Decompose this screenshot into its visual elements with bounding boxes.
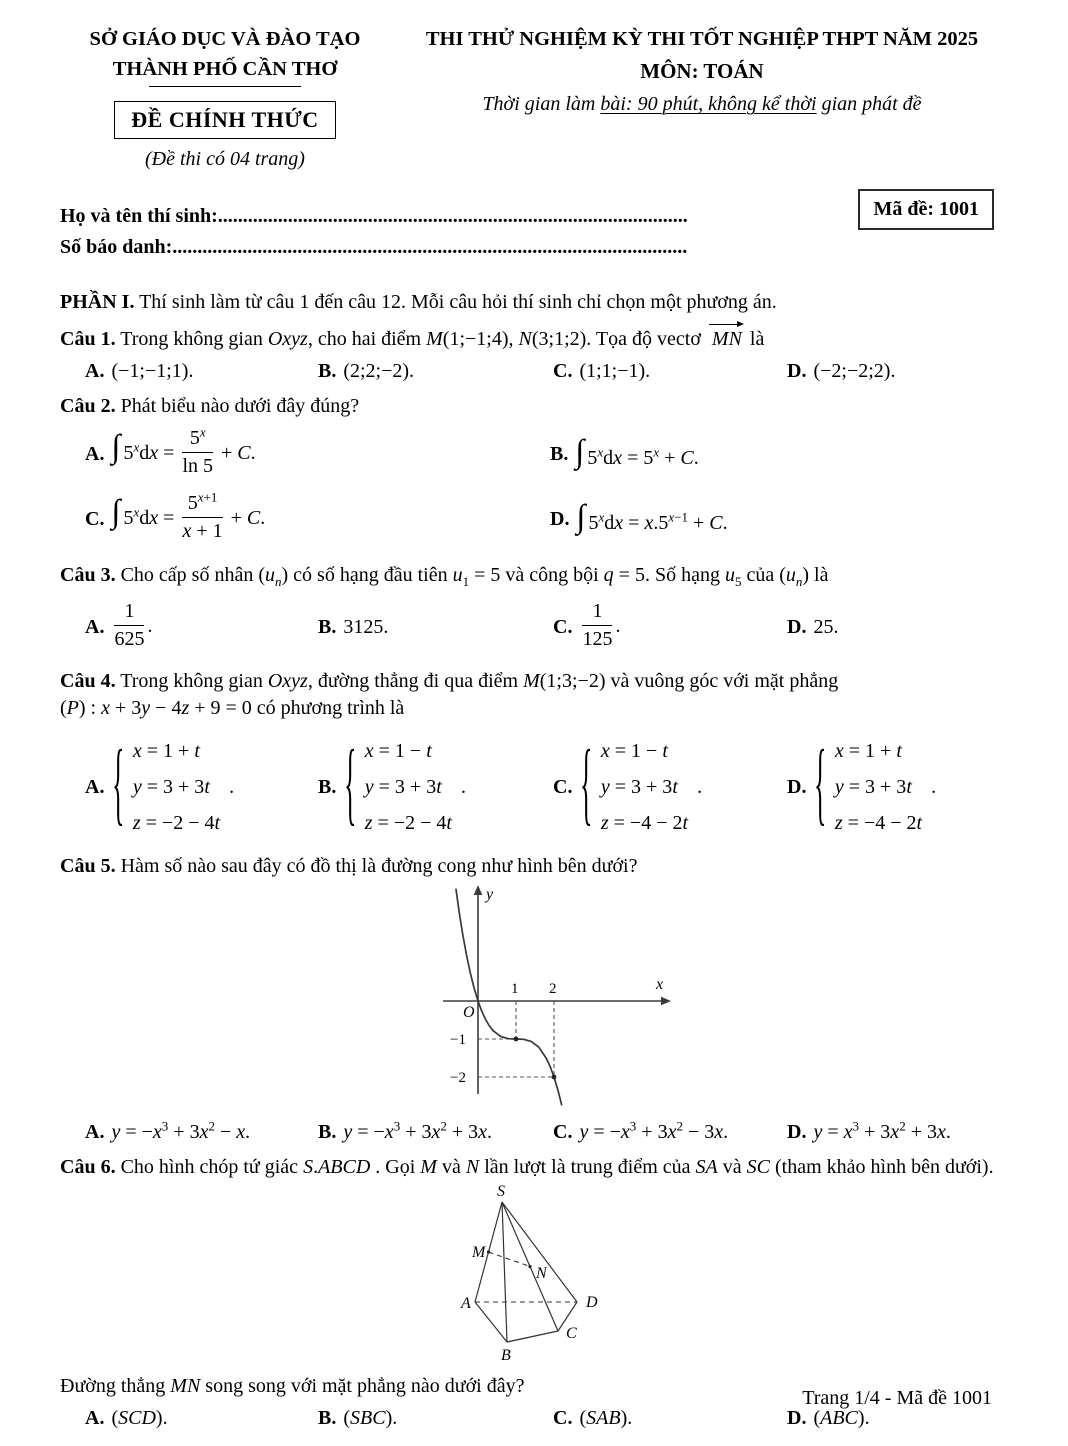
option-d: D. 25. [787, 615, 839, 638]
question-2-options [60, 422, 1008, 552]
part1-text: Thí sinh làm từ câu 1 đến câu 12. Mỗi câu hỏi thí sinh chỉ chọn một phương án. [134, 291, 777, 313]
option-c: C. $\frac{1}{125}$ . [553, 599, 621, 650]
cubic-curve [456, 889, 562, 1104]
y-tick-neg2: −2 [450, 1070, 466, 1086]
option-a: A. ∫ $5^xdx$ = $\frac{5^x}{\ln 5}$ + C. [85, 424, 256, 477]
candidate-number-field: Số báo danh:....................................................................................................... [60, 236, 688, 258]
exam-duration: Thời gian làm bài: 90 phút, không kể thời gian phát đề [482, 93, 922, 115]
question-4-stem-line1: Câu 4. Trong không gian Oxyz, đường thẳng đi qua điểm M(1;3;−2) và vuông góc với mặt phẳng [60, 670, 839, 692]
option-c: C. $y = -x^3 + 3x^2 - 3x$. [553, 1118, 729, 1143]
y-axis-arrow-icon [474, 885, 483, 895]
label-A: A [461, 1295, 471, 1312]
option-a: A. (SCD). [85, 1407, 168, 1429]
option-b: B. $y = -x^3 + 3x^2 + 3x$. [318, 1118, 493, 1143]
x-tick-1: 1 [511, 981, 519, 997]
label-N: N [536, 1265, 547, 1282]
question-1-options [60, 360, 1008, 383]
x-axis-label: x [656, 976, 664, 993]
option-b: B. (2;2;−2). [318, 360, 415, 382]
label-B: B [501, 1347, 511, 1364]
segment-MN-dashed [489, 1252, 531, 1267]
candidate-name-field: Họ và tên thí sinh:.............................................................................................. [60, 205, 688, 227]
question-5-stem: Câu 5. Hàm số nào sau đây có đồ thị là đường cong như hình bên dưới? [60, 855, 638, 877]
label-D: D [586, 1294, 598, 1311]
brace-glyph: { [580, 732, 593, 836]
exam-code-box: Mã đề: 1001 [858, 189, 994, 230]
exam-subject: MÔN: TOÁN [640, 59, 764, 83]
y-tick-neg1: −1 [450, 1032, 466, 1048]
question-3 [60, 562, 1008, 658]
question-5-options [60, 1118, 1008, 1144]
option-b: B. 3125. [318, 615, 389, 638]
question-4-stem-line2: (P) : x + 3y − 4z + 9 = 0 có phương trình là [60, 697, 405, 719]
question-6-figure [440, 1185, 1008, 1373]
label-S: S [497, 1185, 505, 1200]
option-d: D. $y = x^3 + 3x^2 + 3x$. [787, 1118, 951, 1143]
question-5 [60, 853, 1008, 1144]
pages-note: (Đề thi có 04 trang) [145, 148, 305, 170]
question-6-options [60, 1407, 1008, 1430]
question-3-stem: Câu 3. Cho cấp số nhân $(u_n)$ có số hạng đầu tiên $u_1 = 5$ và công bội q = 5. Số hạng $u_5$ của $(u_n)$ là [60, 564, 829, 589]
option-a: A. $y = -x^3 + 3x^2 - x$. [85, 1118, 251, 1143]
x-tick-2: 2 [549, 981, 557, 997]
question-2-stem: Câu 2. Phát biểu nào dưới đây đúng? [60, 395, 360, 417]
edge-BC [507, 1331, 558, 1342]
origin-label: O [463, 1004, 475, 1021]
point-N [528, 1265, 531, 1268]
option-d: D. { x = 1 + t y = 3 + 3t z = −4 − 2t . [787, 731, 1008, 843]
point-M [487, 1250, 490, 1253]
question-6-stem: Câu 6. Cho hình chóp tứ giác S.ABCD . Gọi M và N lần lượt là trung điểm của SA và SC (tham khảo hình bên dưới). [60, 1156, 994, 1178]
edge-SB [502, 1202, 507, 1342]
edge-AB [475, 1302, 507, 1342]
question-4 [60, 668, 1008, 843]
option-d: D. ∫ $5^xdx = x.5^{x-1} + C$. [550, 499, 728, 535]
question-4-options [60, 731, 1008, 843]
y-axis-label: y [486, 886, 494, 903]
question-6-subquestion: Đường thẳng MN song song với mặt phẳng nào dưới đây? [60, 1375, 525, 1397]
page-footer: Trang 1/4 - Mã đề 1001 [802, 1387, 992, 1409]
option-a: A. { x = 1 + t y = 3 + 3t z = −2 − 4t . [85, 731, 318, 843]
authority-line1: SỞ GIÁO DỤC VÀ ĐÀO TẠO [89, 28, 361, 50]
point-2-neg2 [552, 1075, 557, 1080]
official-exam-box: ĐỀ CHÍNH THỨC [114, 101, 335, 139]
pyramid-figure [440, 1185, 650, 1367]
option-d: D. (ABC). [787, 1407, 870, 1429]
option-c: C. (1;1;−1). [553, 360, 651, 382]
question-1 [60, 326, 1008, 383]
brace-glyph: { [112, 732, 125, 836]
point-1-neg1 [514, 1037, 519, 1042]
option-d: D. (−2;−2;2). [787, 360, 896, 382]
option-b: B. ∫ $5^xdx = 5^x + C$. [550, 434, 699, 470]
option-b: B. (SBC). [318, 1407, 398, 1429]
cubic-curve-graph [430, 882, 675, 1108]
x-axis-arrow-icon [661, 997, 671, 1006]
question-2 [60, 393, 1008, 552]
part1-label: PHẦN I. [60, 291, 135, 313]
question-3-options [60, 596, 1008, 658]
option-c: C. ∫ $5^xdx$ = $\frac{5^{x+1}}{x + 1}$ + C. [85, 489, 266, 542]
label-M: M [472, 1244, 486, 1261]
option-a: A. (−1;−1;1). [85, 360, 194, 382]
candidate-section [60, 198, 1008, 263]
brace-glyph: { [814, 732, 827, 836]
exam-title: THI THỬ NGHIỆM KỲ THI TỐT NGHIỆP THPT NĂM 2025 [425, 28, 979, 50]
authority-line2: THÀNH PHỐ CẦN THƠ [112, 58, 338, 80]
question-5-figure [430, 882, 1008, 1114]
issuing-authority-block [60, 26, 390, 171]
page-header [60, 26, 1008, 171]
question-1-stem: Câu 1. Trong không gian Oxyz, cho hai điểm M(1;−1;4), N(3;1;2). Tọa độ vectơ MN là [60, 328, 765, 350]
option-c: C. { x = 1 − t y = 3 + 3t z = −4 − 2t . [553, 731, 787, 843]
option-a: A. $\frac{1}{625}$ . [85, 599, 153, 650]
brace-glyph: { [344, 732, 357, 836]
part1-instruction [60, 289, 1008, 316]
label-C: C [566, 1325, 577, 1342]
option-b: B. { x = 1 − t y = 3 + 3t z = −2 − 4t . [318, 731, 553, 843]
option-c: C. (SAB). [553, 1407, 633, 1429]
exam-title-block [390, 26, 1008, 171]
